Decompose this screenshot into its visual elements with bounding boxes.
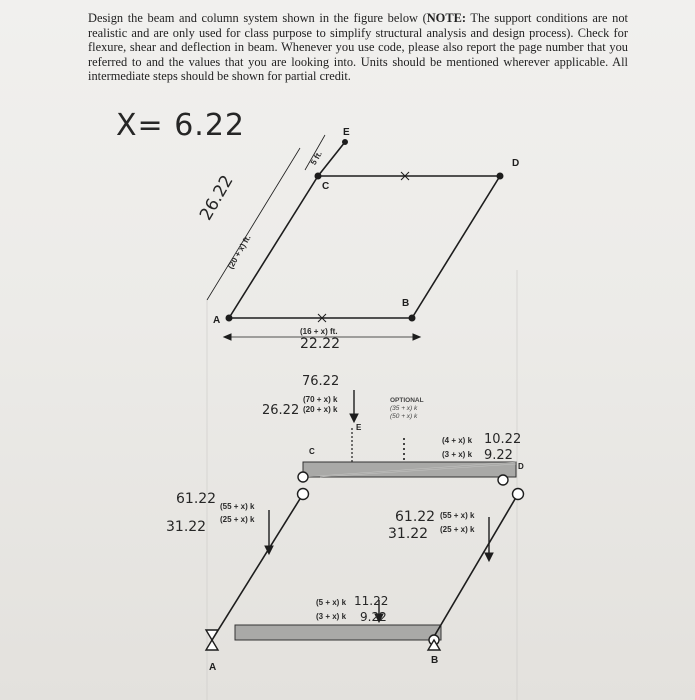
plan-label-b: B xyxy=(402,298,410,309)
dim-label-5ft: 5 ft. xyxy=(309,149,324,167)
handwritten-bottom-load-1: 11.22 xyxy=(354,594,389,608)
elev-right-end-2: (3 + x) k xyxy=(442,450,473,459)
plan-edge-right xyxy=(412,176,500,318)
hinge-d-top xyxy=(498,475,508,485)
elev-bottom-1: (5 + x) k xyxy=(316,598,347,607)
elev-label-b: B xyxy=(431,655,439,666)
dim-arrow-left xyxy=(224,334,231,340)
problem-text-1: Design the beam and column system shown in the figure below ( xyxy=(88,11,427,25)
elev-label-c: C xyxy=(309,447,315,456)
handwritten-bottom-load-2: 9.22 xyxy=(360,610,387,624)
elev-right-end-1: (4 + x) k xyxy=(442,436,473,445)
handwritten-right-load-2: 31.22 xyxy=(388,526,429,542)
optional-load-1: (35 + x) k xyxy=(390,405,418,412)
elev-load-70: (70 + x) k xyxy=(303,395,338,404)
optional-title: OPTIONAL xyxy=(390,397,424,404)
optional-load-2: (50 + x) k xyxy=(390,413,418,420)
elev-label-d: D xyxy=(518,462,524,471)
handwritten-left-load-1: 61.22 xyxy=(176,491,217,507)
handwritten-span-length: 22.22 xyxy=(300,336,341,352)
plan-label-a: A xyxy=(213,315,221,326)
plan-label-e: E xyxy=(343,127,350,138)
elev-label-e: E xyxy=(356,423,362,432)
support-a-bottom xyxy=(206,630,218,640)
plan-node-d xyxy=(497,173,503,179)
dim-label-span: (16 + x) ft. xyxy=(300,327,338,336)
elev-left-col-1: (55 + x) k xyxy=(220,502,255,511)
hinge-c-bottom xyxy=(298,489,309,500)
handwritten-load-76: 76.22 xyxy=(302,374,340,389)
handwritten-end-load-1: 10.22 xyxy=(484,432,522,447)
problem-note: NOTE: xyxy=(426,11,466,25)
support-a-top xyxy=(206,640,218,650)
elev-left-col-2: (25 + x) k xyxy=(220,515,255,524)
optional-loads xyxy=(390,397,424,421)
plan-node-e xyxy=(343,140,348,145)
elev-right-col-2: (25 + x) k xyxy=(440,525,475,534)
elev-right-col-1: (55 + x) k xyxy=(440,511,475,520)
problem-text-2: The support conditions are not realistic and are only used for class purpose to simplify structural analysis and design process). Check for flexure, shear and deflection in beam. Whenever you use code, please also report the page number that you referred to and the values that you are looking into. Units should be mentioned wherever applicable. All intermediate steps should be shown for partial credit. xyxy=(88,11,628,84)
handwritten-right-load-1: 61.22 xyxy=(395,509,436,525)
dim-label-side: (20 + x) ft. xyxy=(226,233,253,271)
handwritten-end-load-2: 9.22 xyxy=(484,448,513,463)
plan-label-c: C xyxy=(322,181,330,192)
handwritten-load-26: 26.22 xyxy=(262,403,300,418)
plan-cantilever-ce xyxy=(318,142,345,176)
hinge-d-bottom xyxy=(513,489,524,500)
handwritten-side-length: 26.22 xyxy=(196,171,238,224)
handwritten-left-load-2: 31.22 xyxy=(166,519,207,535)
plan-node-b xyxy=(409,315,415,321)
plan-label-d: D xyxy=(512,158,520,169)
hinge-c-top xyxy=(298,472,308,482)
elev-bottom-2: (3 + x) k xyxy=(316,612,347,621)
lower-beam xyxy=(235,625,441,640)
plan-node-c xyxy=(315,173,321,179)
plan-node-a xyxy=(226,315,232,321)
elev-label-a: A xyxy=(209,662,217,673)
dim-line-side xyxy=(207,148,300,300)
elev-load-20: (20 + x) k xyxy=(303,405,338,414)
dim-arrow-right xyxy=(413,334,420,340)
handwritten-x-value: X= 6.22 xyxy=(116,108,246,143)
